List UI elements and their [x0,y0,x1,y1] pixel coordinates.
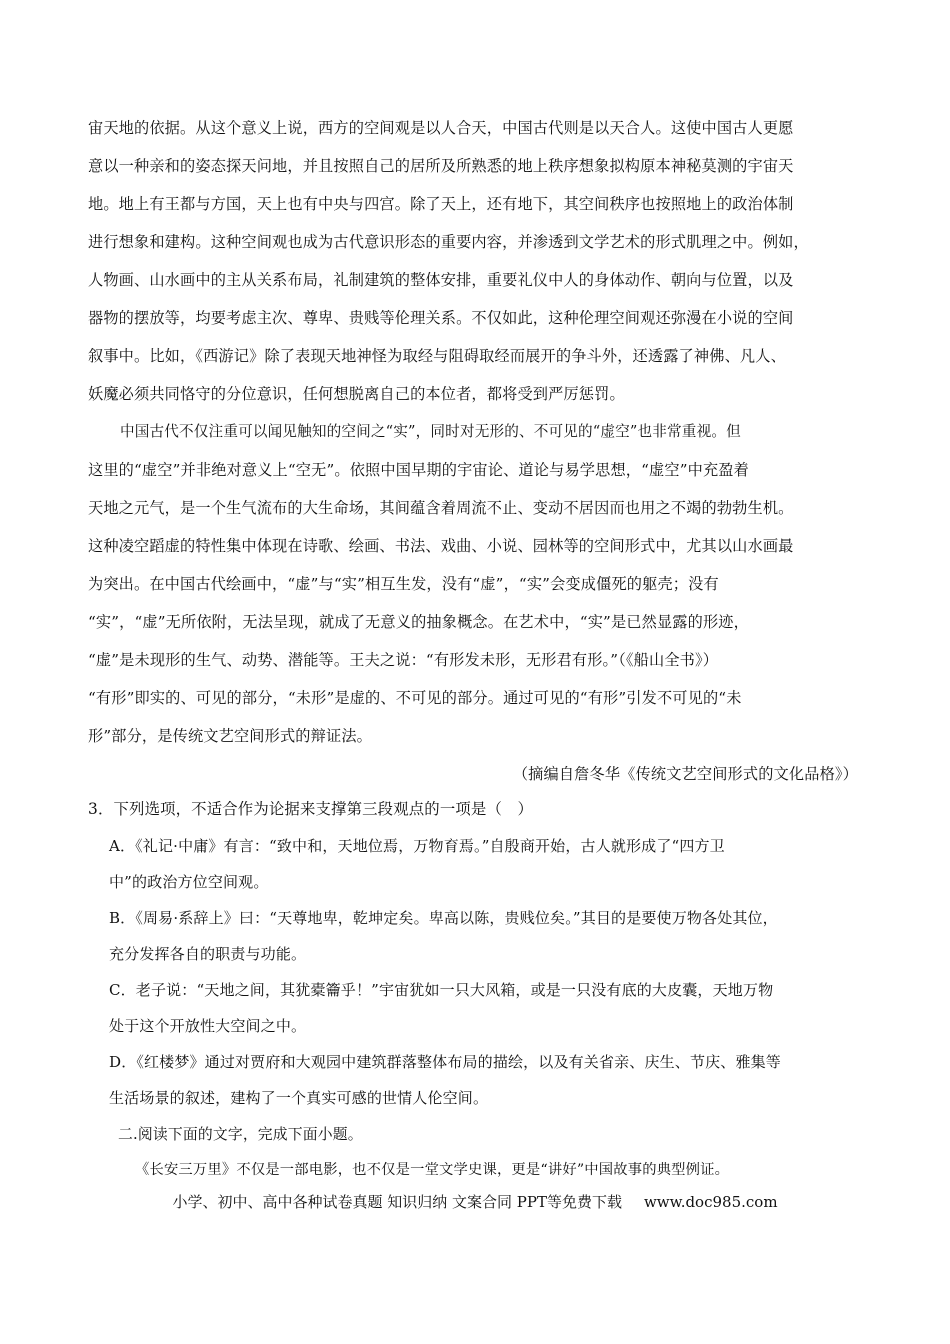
passage-line: 形”部分，是传统文艺空间形式的辩证法。 [88,727,372,745]
footer-url[interactable]: www.doc985.com [643,1193,778,1211]
passage-line: 器物的摆放等，均要考虑主次、尊卑、贵贱等伦理关系。不仅如此，这种伦理空间观还弥漫在小说的空间 [88,309,794,327]
passage-line: 这里的“虚空”并非绝对意义上“空无”。依照中国早期的宇宙论、道论与易学思想，“虚空”中充盈着 [88,461,749,479]
passage-line: 天地之元气，是一个生气流布的大生命场，其间蕴含着周流不止、变动不居因而也用之不竭的勃勃生机。 [88,499,794,517]
passage-line: 中国古代不仅注重可以闻见触知的空间之“实”，同时对无形的、不可见的“虚空”也非常重视。但 [120,423,741,440]
option-d: D．《红楼梦》通过对贾府和大观园中建筑群落整体布局的描绘，以及有关省亲、庆生、节庆、雅集等 [109,1053,781,1071]
option-a-continued: 中”的政治方位空间观。 [109,873,269,891]
page-footer [0,1192,950,1212]
passage-line: 意以一种亲和的姿态探天问地，并且按照自己的居所及所熟悉的地上秩序想象拟构原本神秘莫测的宇宙天 [88,157,794,175]
passage-line: 进行想象和建构。这种空间观也成为古代意识形态的重要内容，并渗透到文学艺术的形式肌理之中。例如， [88,233,809,251]
passage-line: 叙事中。比如，《西游记》除了表现天地神怪为取经与阻碍取经而展开的争斗外，还透露了神佛、凡人、 [88,347,786,365]
passage-line: “虚”是未现形的生气、动势、潜能等。王夫之说：“有形发未形，无形君有形。”（《船山全书》） [88,651,719,669]
passage-source: （摘编自詹冬华《传统文艺空间形式的文化品格》） [512,765,858,783]
passage-line: “实”，“虚”无所依附，无法呈现，就成了无意义的抽象概念。在艺术中，“实”是已然显露的形迹， [88,613,749,631]
option-a: A．《礼记·中庸》有言：“致中和，天地位焉，万物育焉。”自殷商开始，古人就形成了“四方卫 [109,837,725,855]
option-c: C．老子说：“天地之间，其犹橐籥乎！”宇宙犹如一只大风箱，或是一只没有底的大皮囊，天地万物 [109,981,774,999]
passage-line: 地。地上有王都与方国，天上也有中央与四宫。除了天上，还有地下，其空间秩序也按照地上的政治体制 [88,195,794,213]
passage-line: 妖魔必须共同恪守的分位意识，任何想脱离自己的本位者，都将受到严厉惩罚。 [88,385,625,403]
passage-line: 这种凌空蹈虚的特性集中体现在诗歌、绘画、书法、戏曲、小说、园林等的空间形式中，尤其以山水画最 [88,537,794,555]
passage-line: 为突出。在中国古代绘画中，“虚”与“实”相互生发，没有“虚”，“实”会变成僵死的躯壳；没有 [88,575,719,593]
passage-line: “有形”即实的、可见的部分，“未形”是虚的、不可见的部分。通过可见的“有形”引发不可见的“未 [88,689,742,707]
option-b-continued: 充分发挥各自的职责与功能。 [109,945,307,963]
question-stem: 3．下列选项，不适合作为论据来支撑第三段观点的一项是（ ） [88,800,534,818]
section-heading: 二.阅读下面的文字，完成下面小题。 [118,1125,363,1143]
section-first-line: 《长安三万里》不仅是一部电影，也不仅是一堂文学史课，更是“讲好”中国故事的典型例证。 [135,1162,730,1178]
footer-text: 小学、初中、高中各种试卷真题 知识归纳 文案合同 PPT等免费下载 [172,1193,622,1211]
option-c-continued: 处于这个开放性大空间之中。 [109,1017,307,1035]
passage-line: 宙天地的依据。从这个意义上说，西方的空间观是以人合天，中国古代则是以天合人。这使中国古人更愿 [88,119,794,137]
passage-line: 人物画、山水画中的主从关系布局，礼制建筑的整体安排，重要礼仪中人的身体动作、朝向与位置，以及 [88,271,794,289]
option-b: B．《周易·系辞上》曰：“天尊地卑，乾坤定矣。卑高以陈，贵贱位矣。”其目的是要使万物各处其位， [109,909,778,927]
option-d-continued: 生活场景的叙述，建构了一个真实可感的世情人伦空间。 [109,1089,489,1107]
